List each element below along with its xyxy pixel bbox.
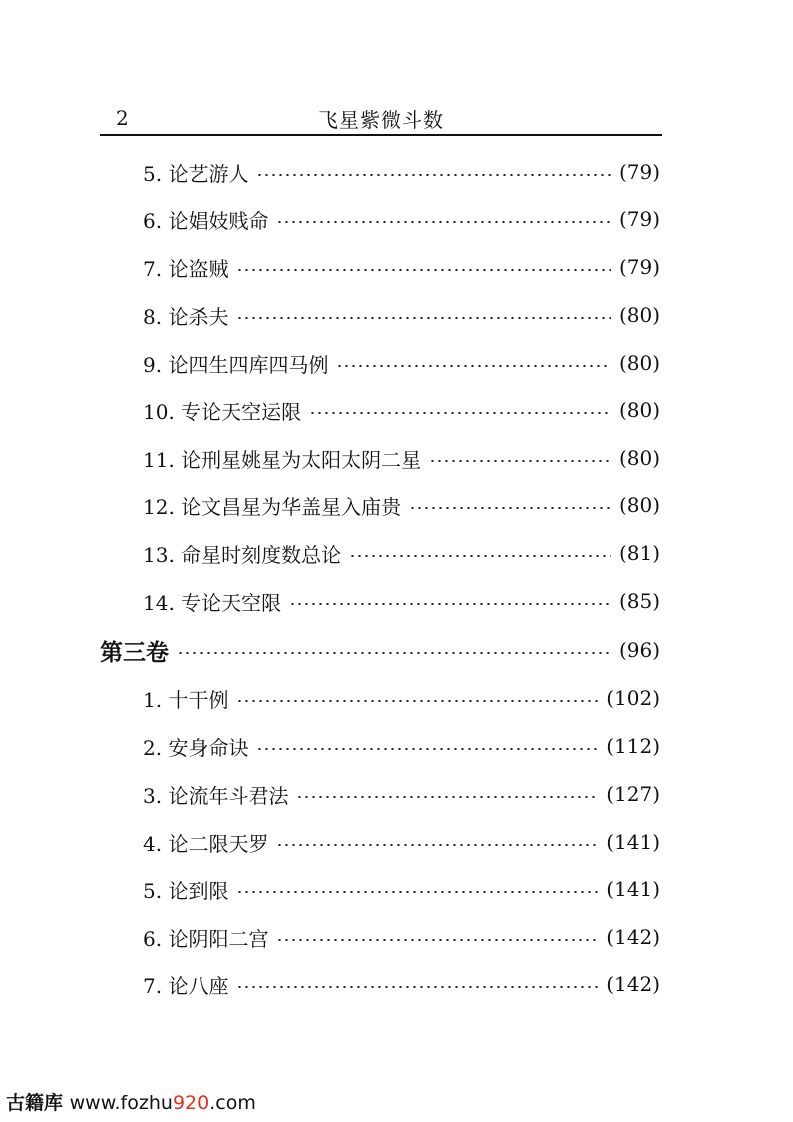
- toc-entry: [143, 393, 660, 427]
- toc-entry: [143, 681, 660, 715]
- toc-entry: [143, 872, 660, 906]
- dot-leader: [177, 652, 611, 654]
- dot-leader: [349, 555, 611, 557]
- toc-entry-title: 5. 论艺游人: [143, 161, 249, 186]
- footer-site-suffix: .com: [209, 1092, 256, 1114]
- toc-entry: [143, 825, 660, 859]
- toc-entry-title: 7. 论八座: [143, 973, 229, 998]
- toc-entry: [143, 777, 660, 811]
- toc-entry-title: 14. 专论天空限: [143, 590, 282, 615]
- toc-entry: [143, 155, 660, 189]
- dot-leader: [309, 412, 611, 414]
- toc-entry-page: (79): [618, 207, 660, 231]
- toc-entry-page: (112): [606, 734, 660, 758]
- toc-entry-page: (80): [618, 351, 660, 375]
- toc-entry-page: (80): [618, 493, 660, 517]
- dot-leader: [236, 700, 598, 702]
- toc-entry-title: 3. 论流年斗君法: [143, 783, 289, 808]
- dot-leader: [289, 603, 611, 605]
- toc-entry-title: 11. 论刑星姚星为太阳太阴二星: [143, 447, 422, 472]
- footer-site-number: 920: [172, 1092, 210, 1114]
- page-number: 2: [116, 106, 129, 130]
- dot-leader: [236, 986, 598, 988]
- toc-entry: [143, 298, 660, 332]
- toc-entry-page: (80): [618, 446, 660, 470]
- toc-entry-page: (96): [618, 638, 660, 662]
- toc-entry-title: 6. 论娼妓贱命: [143, 208, 269, 233]
- dot-leader: [256, 748, 598, 750]
- toc-entry-page: (79): [618, 255, 660, 279]
- toc-entry-page: (80): [618, 303, 660, 327]
- toc-entry-title: 5. 论到限: [143, 878, 229, 903]
- page-header: [100, 100, 662, 136]
- toc-entry-title: 9. 论四生四库四马例: [143, 352, 329, 377]
- toc-entry-page: (80): [618, 398, 660, 422]
- toc-entry-title: 10. 专论天空运限: [143, 399, 302, 424]
- dot-leader: [429, 460, 611, 462]
- toc-entry: [143, 536, 660, 570]
- toc-entry: [143, 584, 660, 618]
- toc-entry-title: 13. 命星时刻度数总论: [143, 542, 342, 567]
- toc-entry-title: 7. 论盗贼: [143, 256, 229, 281]
- toc-entry-page: (141): [606, 830, 660, 854]
- toc-entry: [143, 729, 660, 763]
- toc-entry: [143, 920, 660, 954]
- toc-entry-page: (85): [618, 589, 660, 613]
- toc-entry: [143, 346, 660, 380]
- toc-entry-page: (142): [606, 972, 660, 996]
- toc-entry-page: (141): [606, 877, 660, 901]
- toc-entry: [143, 250, 660, 284]
- toc-entry-page: (81): [618, 541, 660, 565]
- footer-site-prefix: www.fozhu: [69, 1092, 173, 1114]
- dot-leader: [336, 365, 610, 367]
- toc-entry-title: 4. 论二限天罗: [143, 831, 269, 856]
- toc-entry-page: (79): [618, 160, 660, 184]
- watermark-footer: [6, 1088, 256, 1115]
- footer-brand: 古籍库: [6, 1092, 64, 1114]
- toc-entry-page: (127): [606, 782, 660, 806]
- dot-leader: [236, 891, 598, 893]
- dot-leader: [276, 939, 598, 941]
- toc-entry-page: (142): [606, 925, 660, 949]
- toc-entry-page: (102): [606, 686, 660, 710]
- toc-entry-title: 12. 论文昌星为华盖星入庙贵: [143, 494, 402, 519]
- toc-entry-title: 8. 论杀夫: [143, 304, 229, 329]
- toc-entry-title: 1. 十干例: [143, 687, 229, 712]
- dot-leader: [236, 269, 610, 271]
- toc-entry: [143, 202, 660, 236]
- toc-entry-title: 6. 论阴阳二宫: [143, 926, 269, 951]
- toc-entry: [143, 967, 660, 1001]
- toc-entry-title: 2. 安身命诀: [143, 735, 249, 760]
- dot-leader: [276, 844, 598, 846]
- dot-leader: [236, 317, 610, 319]
- toc-volume-entry: [100, 633, 660, 667]
- toc-entry-title: 第三卷: [100, 639, 169, 666]
- dot-leader: [296, 796, 598, 798]
- toc-entry: [143, 488, 660, 522]
- dot-leader: [276, 221, 610, 223]
- dot-leader: [409, 507, 611, 509]
- book-title: 飞星紫微斗数: [318, 108, 444, 132]
- dot-leader: [256, 174, 610, 176]
- toc-entry: [143, 441, 660, 475]
